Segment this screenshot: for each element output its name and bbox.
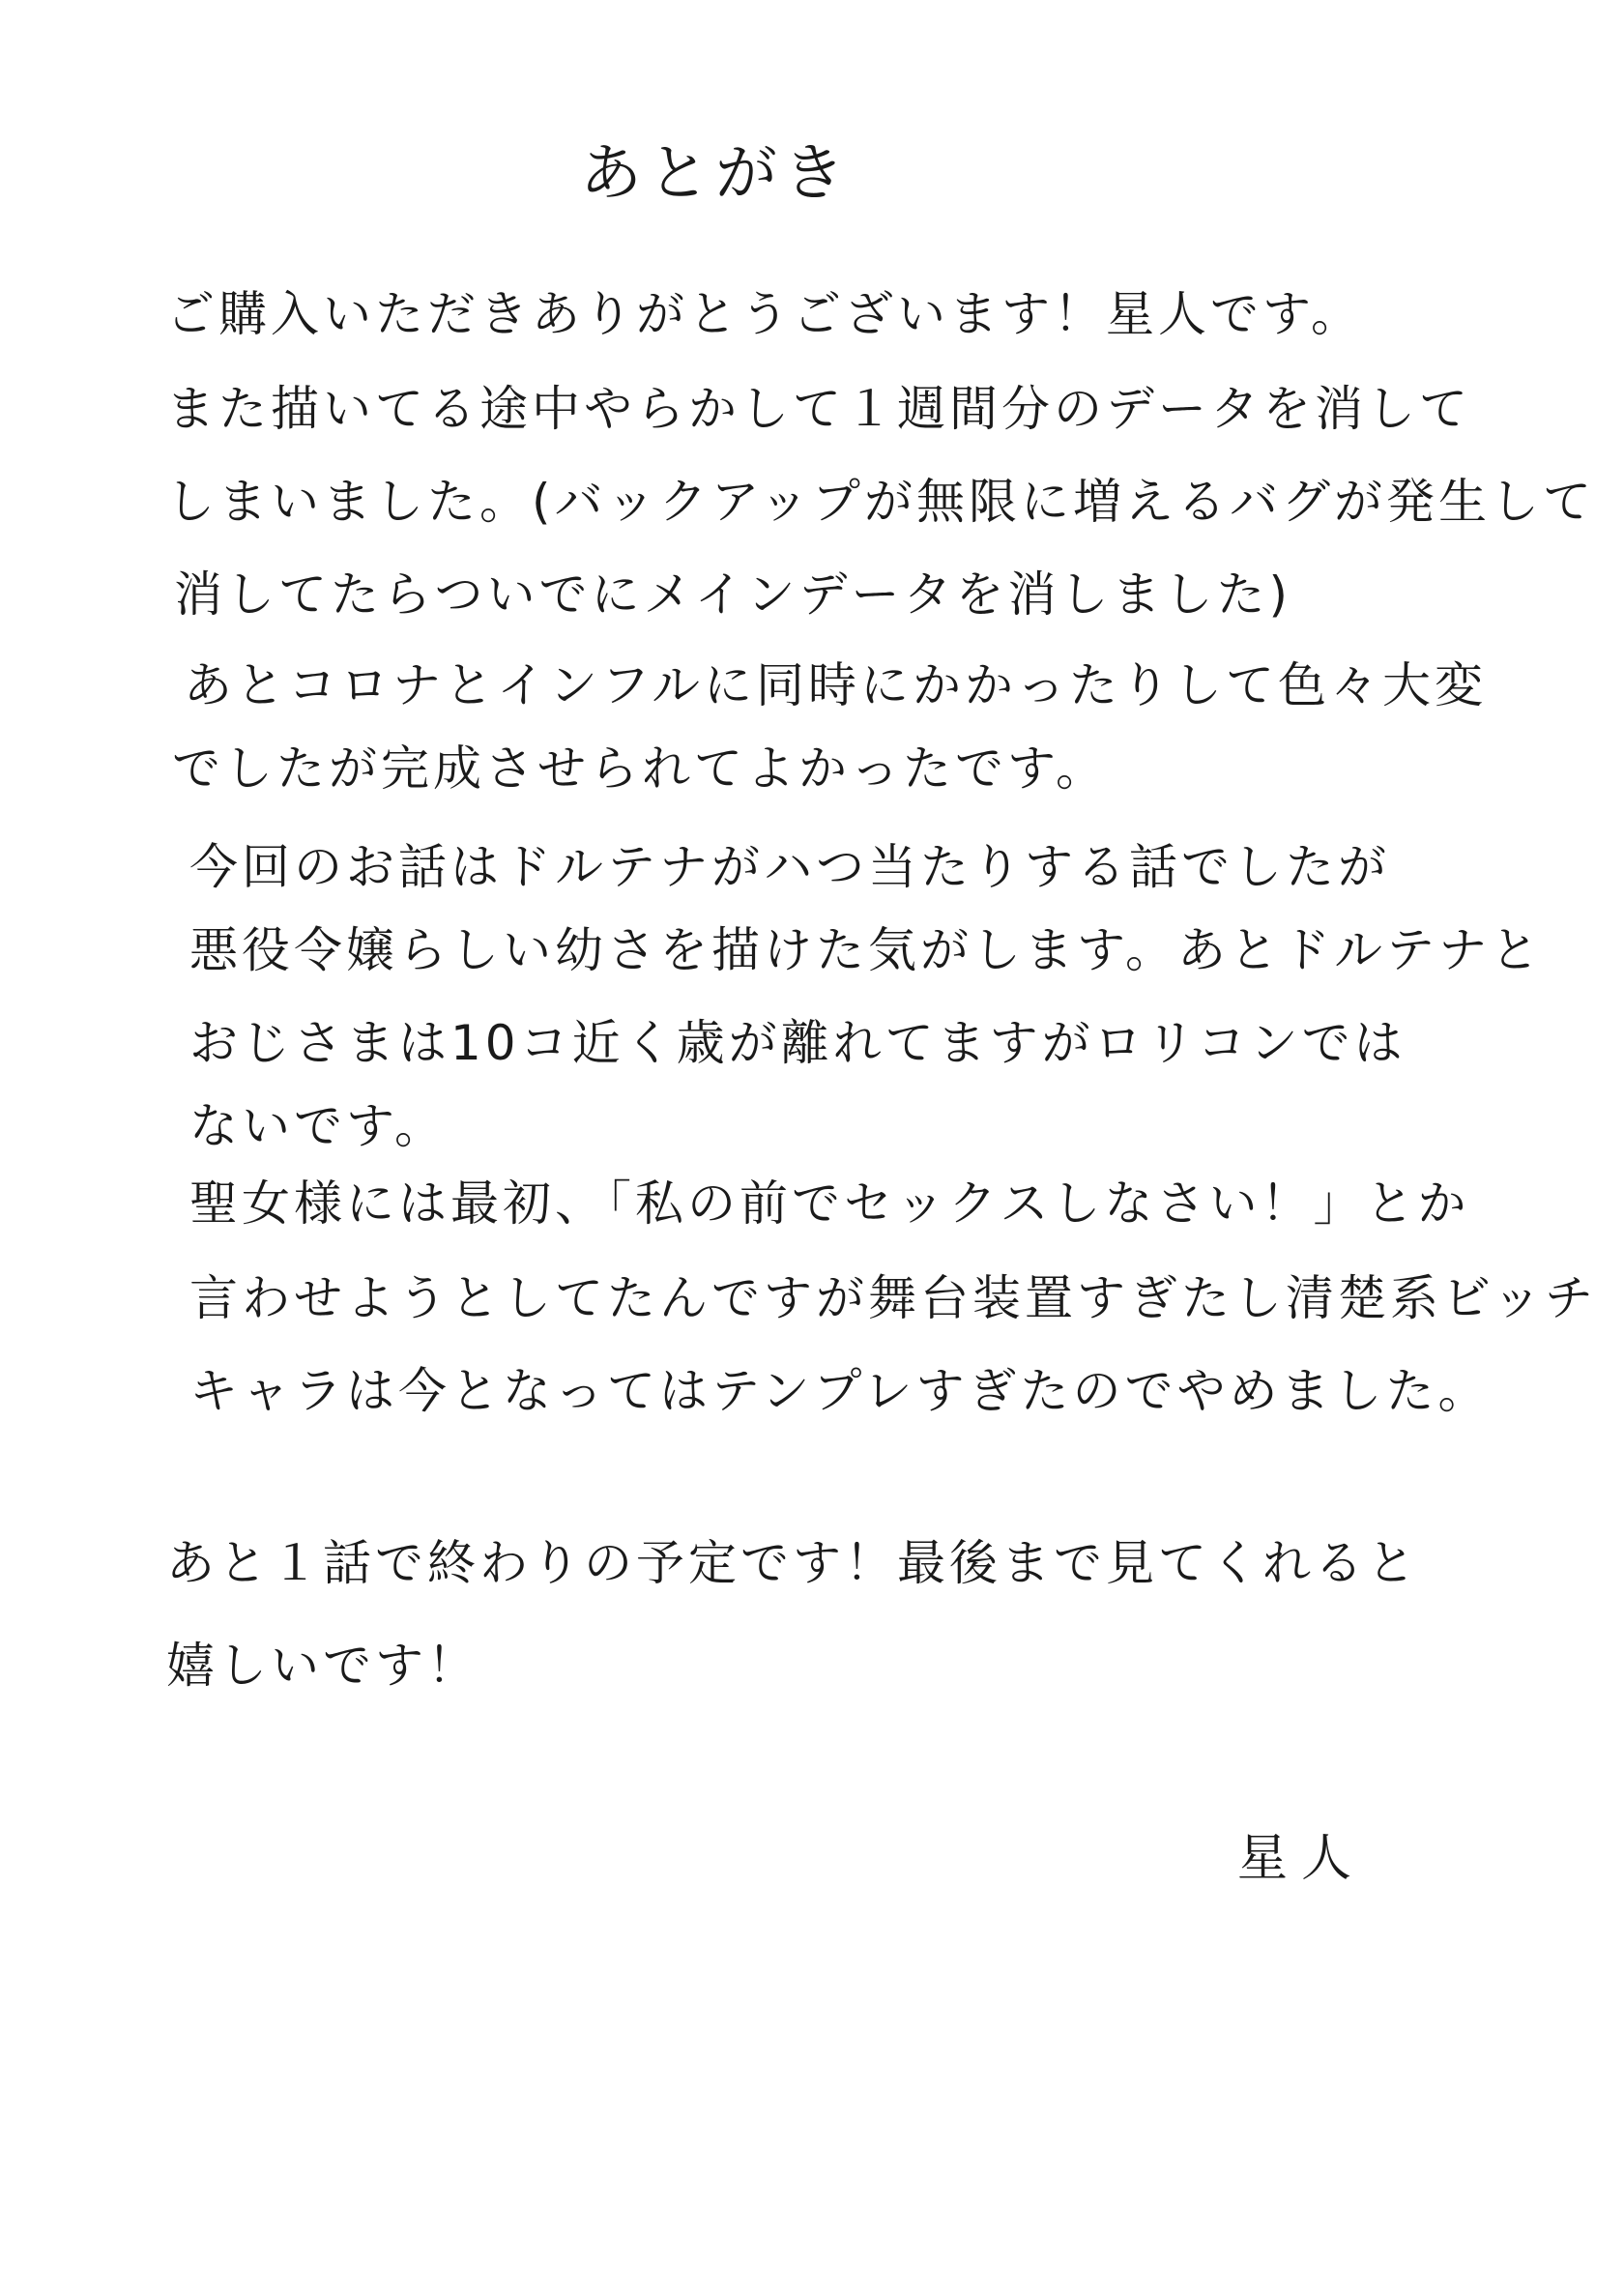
text-line: あと１話で終わりの予定です！最後まで見てくれると: [166, 1535, 1419, 1591]
text-line: 悪役令嬢らしい幼さを描けた気がします。あとドルテナと: [189, 922, 1543, 978]
text-line: ご購入いただきありがとうございます！星人です。: [166, 286, 1363, 342]
text-line: 今回のお話はドルテナがハつ当たりする話でしたが: [189, 839, 1390, 895]
text-line: 聖女様には最初、「私の前でセックスしなさい！」とか: [189, 1176, 1470, 1232]
text-line: 消してたらついでにメインデータを消しました): [174, 566, 1292, 623]
text-line: 言わせようとしてたんですが舞台装置すぎたし清楚系ビッチ: [189, 1270, 1597, 1326]
text-line: また描いてる途中やらかして１週間分のデータを消して: [166, 381, 1471, 437]
text-line: でしたが完成させられてよかったです。: [172, 740, 1108, 797]
author-signature: 星人: [1237, 1830, 1366, 1888]
page-title: あとがき: [580, 138, 851, 210]
text-line: ないです。: [189, 1098, 447, 1154]
text-line: 嬉しいです！: [166, 1638, 479, 1694]
text-line: キャラは今となってはテンプレすぎたのでやめました。: [189, 1363, 1491, 1419]
text-line: おじさまは10コ近く歳が離れてますがロリコンでは: [189, 1015, 1406, 1071]
text-line: しまいました。(バックアップが無限に増えるバグが発生して: [166, 474, 1596, 530]
text-line: あとコロナとインフルに同時にかかったりして色々大変: [184, 657, 1487, 713]
